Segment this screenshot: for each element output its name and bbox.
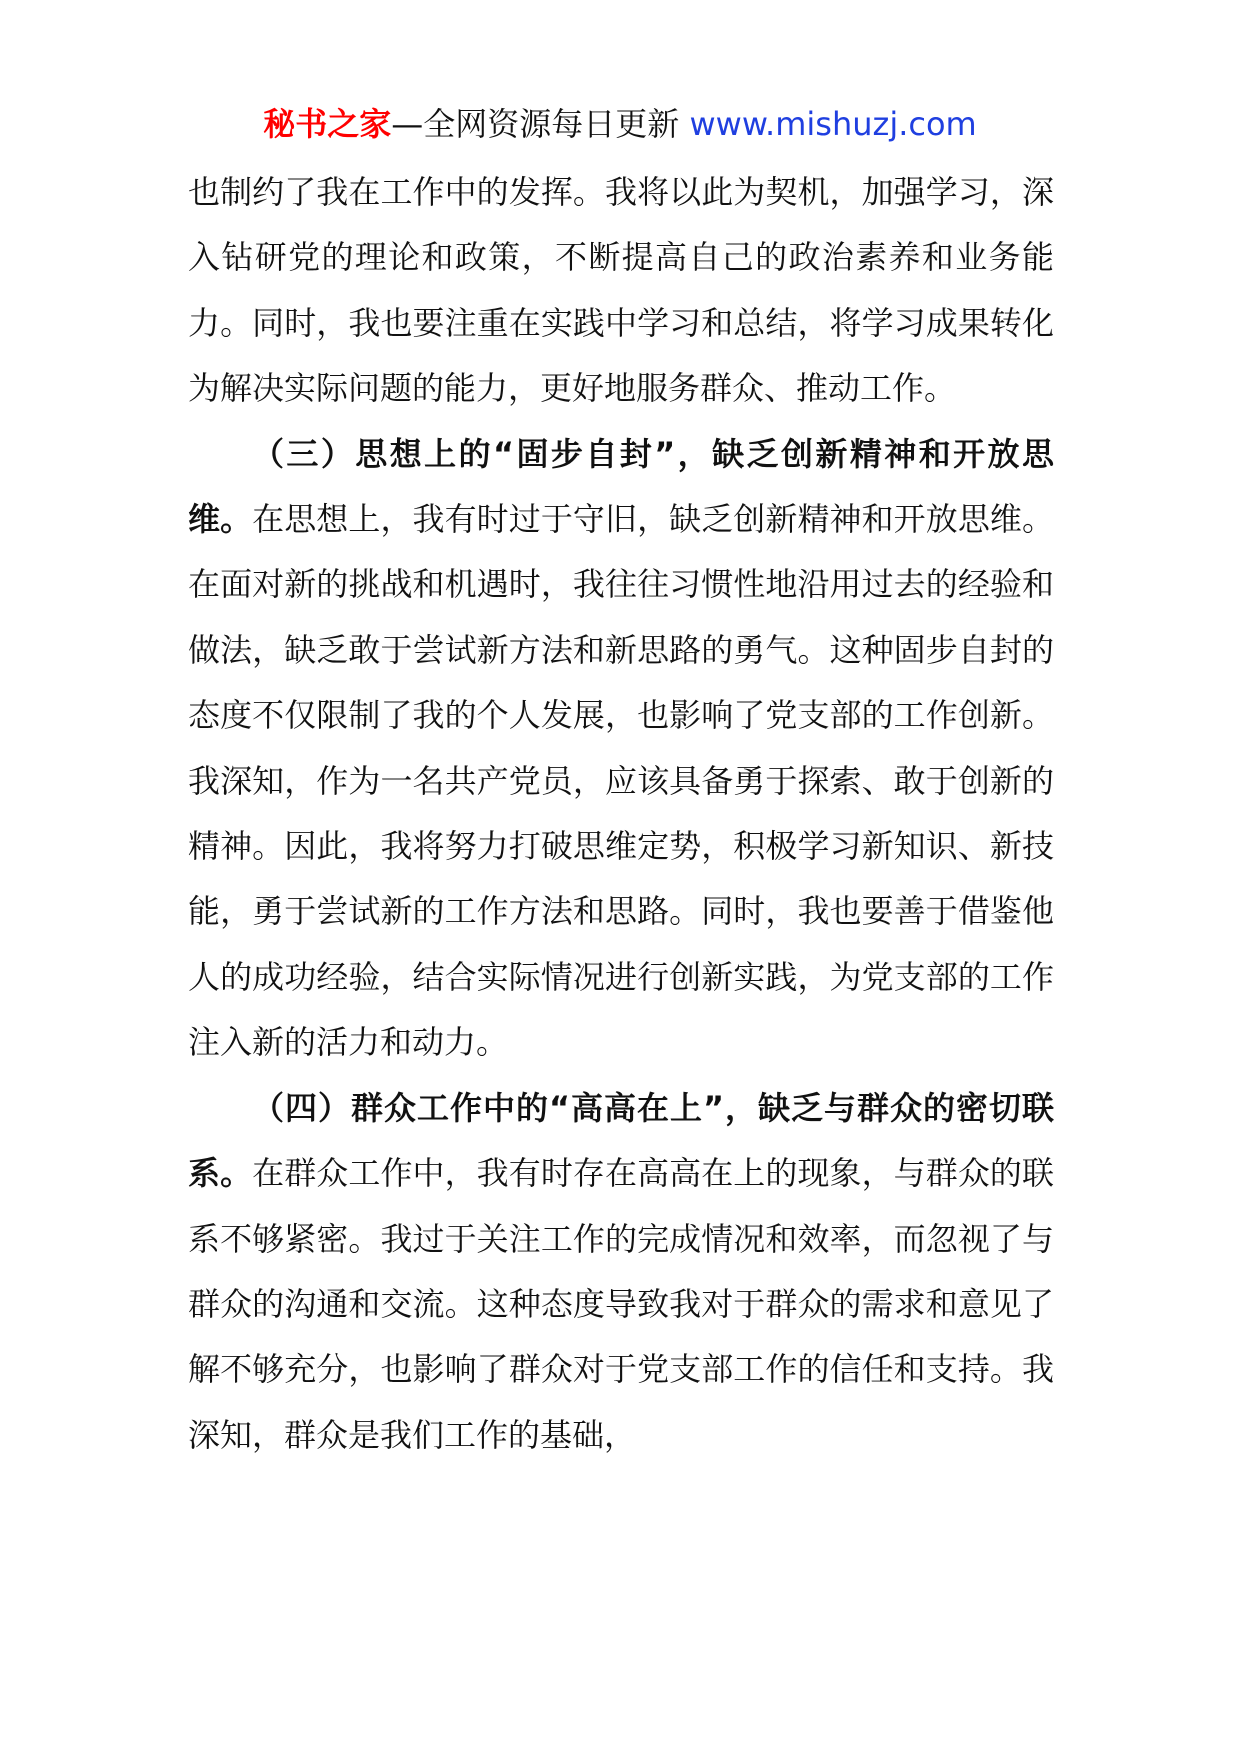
paragraph-text: 在思想上，我有时过于守旧，缺乏创新精神和开放思维。在面对新的挑战和机遇时，我往往习惯性地沿用过去的经验和做法，缺乏敢于尝试新方法和新思路的勇气。这种固步自封的态度不仅限制了我的个人发展，也影响了党支部的工作创新。我深知，作为一名共产党员，应该具备勇于探索、敢于创新的精神。因此，我将努力打破思维定势，积极学习新知识、新技能，勇于尝试新的工作方法和思路。同时，我也要善于借鉴他人的成功经验，结合实际情况进行创新实践，为党支部的工作注入新的活力和动力。 (188, 500, 1054, 1062)
site-slogan: —全网资源每日更新 (391, 105, 690, 143)
section-heading: （四）群众工作中的“高高在上”，缺乏与群众的密切联系。 (188, 1088, 1054, 1193)
paragraph-section-3 (188, 422, 1054, 1076)
site-url[interactable]: www.mishuzj.com (689, 105, 977, 143)
paragraph-text: 在群众工作中，我有时存在高高在上的现象，与群众的联系不够紧密。我过于关注工作的完成情况和效率，而忽视了与群众的沟通和交流。这种态度导致我对于群众的需求和意见了解不够充分，也影响了群众对于党支部工作的信任和支持。我深知，群众是我们工作的基础， (188, 1154, 1054, 1454)
paragraph-continuation (188, 160, 1054, 422)
brand-name: 秘书之家 (263, 105, 392, 143)
site-header (0, 104, 1240, 144)
paragraph-section-4 (188, 1076, 1054, 1468)
paragraph-text: 也制约了我在工作中的发挥。我将以此为契机，加强学习，深入钻研党的理论和政策，不断提高自己的政治素养和业务能力。同时，我也要注重在实践中学习和总结，将学习成果转化为解决实际问题的能力，更好地服务群众、推动工作。 (188, 173, 1054, 408)
document-body (188, 160, 1054, 1468)
section-heading: （三）思想上的“固步自封”，缺乏创新精神和开放思维。 (188, 434, 1054, 539)
